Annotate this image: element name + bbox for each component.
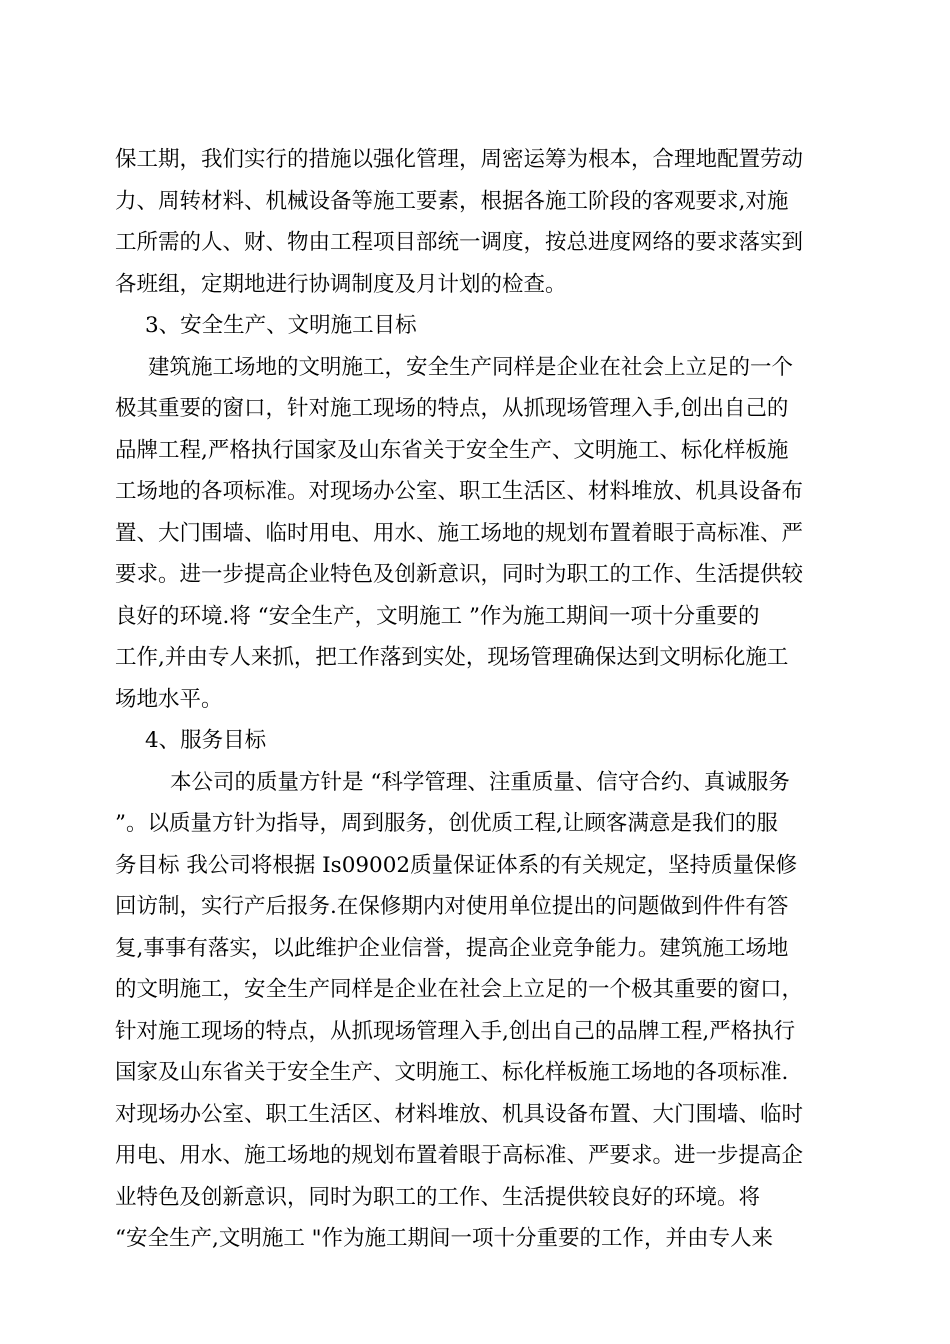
body-line: 的文明施工，安全生产同样是企业在社会上立足的一个极其重要的窗口， xyxy=(115,977,804,1002)
body-line: “安全生产,文明施工 "作为施工期间一项十分重要的工作，并由专人来 xyxy=(115,1226,774,1251)
body-line: 工场地的各项标准。对现场办公室、职工生活区、材料堆放、机具设备布 xyxy=(115,479,804,504)
body-line: 品牌工程,严格执行国家及山东省关于安全生产、文明施工、标化样板施 xyxy=(115,438,789,463)
body-line: 业特色及创新意识，同时为职工的工作、生活提供较良好的环境。将 xyxy=(115,1185,761,1210)
section-heading-service: 4、服务目标 xyxy=(145,728,267,753)
body-line: 各班组，定期地进行协调制度及月计划的检查。 xyxy=(115,272,567,297)
body-line: 场地水平。 xyxy=(115,687,223,712)
body-line: 良好的环境.将 “安全生产，文明施工 ”作为施工期间一项十分重要的 xyxy=(115,604,760,629)
body-line: 置、大门围墙、临时用电、用水、施工场地的规划布置着眼于高标准、严 xyxy=(115,521,804,546)
body-line: 极其重要的窗口，针对施工现场的特点，从抓现场管理入手,创出自己的 xyxy=(115,396,789,421)
body-line: 本公司的质量方针是 “科学管理、注重质量、信守合约、真诚服务 xyxy=(170,770,790,795)
body-line: 复,事事有落实，以此维护企业信誉，提高企业竞争能力。建筑施工场地 xyxy=(115,936,789,961)
body-line: 用电、用水、施工场地的规划布置着眼于高标准、严要求。进一步提高企 xyxy=(115,1143,804,1168)
body-line: ”。以质量方针为指导，周到服务，创优质工程,让顾客满意是我们的服 xyxy=(115,811,778,836)
body-line: 对现场办公室、职工生活区、材料堆放、机具设备布置、大门围墙、临时 xyxy=(115,1102,804,1127)
body-line: 针对施工现场的特点，从抓现场管理入手,创出自己的品牌工程,严格执行 xyxy=(115,1019,796,1044)
body-line: 务目标 我公司将根据 Is09002质量保证体系的有关规定，坚持质量保修 xyxy=(115,853,798,878)
body-line: 工所需的人、财、物由工程项目部统一调度，按总进度网络的要求落实到 xyxy=(115,230,804,255)
body-line: 回访制，实行产后报务.在保修期内对使用单位提出的问题做到件件有答 xyxy=(115,894,789,919)
section-heading-safety: 3、安全生产、文明施工目标 xyxy=(145,313,417,338)
body-line: 建筑施工场地的文明施工，安全生产同样是企业在社会上立足的一个 xyxy=(148,355,794,380)
body-line: 国家及山东省关于安全生产、文明施工、标化样板施工场地的各项标准. xyxy=(115,1060,789,1085)
body-line: 力、周转材料、机械设备等施工要素，根据各施工阶段的客观要求,对施 xyxy=(115,189,789,214)
body-line: 保工期，我们实行的措施以强化管理，周密运筹为根本，合理地配置劳动 xyxy=(115,147,804,172)
body-line: 工作,并由专人来抓，把工作落到实处，现场管理确保达到文明标化施工 xyxy=(115,645,789,670)
body-line: 要求。进一步提高企业特色及创新意识，同时为职工的工作、生活提供较 xyxy=(115,562,804,587)
